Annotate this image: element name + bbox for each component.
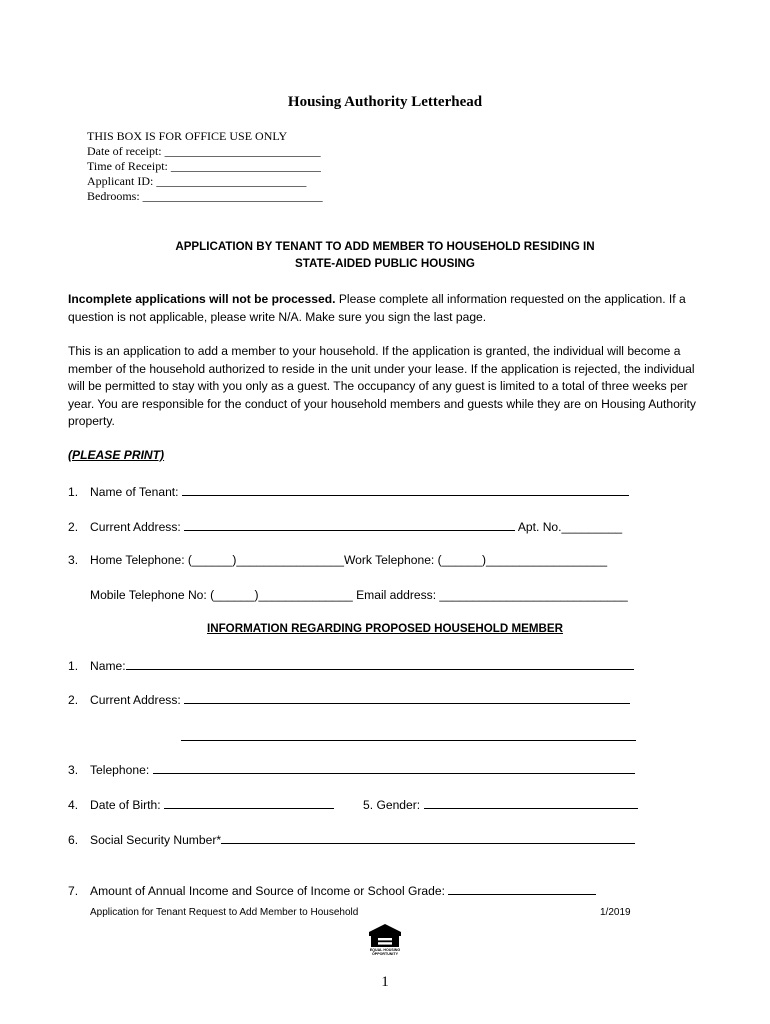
description-paragraph: This is an application to add a member to your household. If the application is granted, the individual will become a member of the household authorized to reside in the unit under your lease. If the application is rejected, the individual will be permitted to stay with you only as a guest. The occupancy of any guest is limited to a total of three weeks per year. You are responsible for the conduct of your household members and guests while they are on Housing Authority property. <box>68 344 696 428</box>
footer-date: 1/2019 <box>600 907 631 918</box>
equal-housing-opportunity-icon <box>366 923 404 957</box>
income-label: Amount of Annual Income and Source of Income or School Grade: <box>90 884 445 898</box>
section-household-member-heading: INFORMATION REGARDING PROPOSED HOUSEHOLD MEMBER <box>207 622 563 635</box>
home-telephone-field[interactable]: Home Telephone: (______)________________ <box>90 553 344 567</box>
ssn-label: Social Security Number* <box>90 833 222 847</box>
member-name-label: Name: <box>90 659 126 673</box>
member-address-label: Current Address: <box>90 693 181 707</box>
item-number: 6. <box>68 833 79 847</box>
member-name-row <box>68 657 634 673</box>
item-number: 1. <box>68 485 79 499</box>
item-number: 7. <box>68 884 79 898</box>
ssn-field[interactable] <box>221 831 635 844</box>
tenant-name-label: Name of Tenant: <box>90 485 179 499</box>
form-title-line-2: STATE-AIDED PUBLIC HOUSING <box>295 257 475 270</box>
item-number: 2. <box>68 520 79 534</box>
gender-label: 5. Gender: <box>363 798 421 812</box>
member-dob-row <box>68 796 334 812</box>
bedrooms-field[interactable]: Bedrooms: ______________________________ <box>87 189 323 203</box>
mobile-telephone-field[interactable]: Mobile Telephone No: (______)______________ <box>90 588 353 602</box>
tenant-phone-row <box>68 553 607 567</box>
dob-field[interactable] <box>164 796 334 809</box>
intro-paragraph <box>68 291 708 326</box>
email-field[interactable]: Email address: ____________________________ <box>356 588 628 602</box>
page-number: 1 <box>381 974 389 990</box>
time-of-receipt-field[interactable]: Time of Receipt: _________________________ <box>87 159 321 173</box>
footer-form-name: Application for Tenant Request to Add Member to Household <box>90 907 359 918</box>
item-number: 1. <box>68 659 79 673</box>
letterhead: Housing Authority Letterhead <box>287 94 483 110</box>
member-ssn-row <box>68 831 635 847</box>
item-number: 2. <box>68 693 79 707</box>
member-address-row <box>68 691 630 707</box>
item-number: 3. <box>68 763 79 777</box>
tenant-address-label: Current Address: <box>90 520 181 534</box>
member-income-row <box>68 882 596 898</box>
item-number: 4. <box>68 798 79 812</box>
income-field[interactable] <box>448 882 596 895</box>
item-number: 3. <box>68 553 79 567</box>
intro-bold: Incomplete applications will not be processed. <box>68 292 336 306</box>
applicant-id-field[interactable]: Applicant ID: _________________________ <box>87 174 307 188</box>
tenant-address-field[interactable] <box>184 518 515 531</box>
eho-caption: EQUAL HOUSING OPPORTUNITY <box>369 948 401 956</box>
date-of-receipt-field[interactable]: Date of receipt: __________________________ <box>87 144 321 158</box>
tenant-apt-field[interactable]: Apt. No._________ <box>517 520 623 534</box>
member-name-field[interactable] <box>126 657 634 670</box>
member-telephone-row <box>68 761 635 777</box>
dob-label: Date of Birth: <box>90 798 161 812</box>
form-title-line-1: APPLICATION BY TENANT TO ADD MEMBER TO HOUSEHOLD RESIDING IN <box>175 240 595 253</box>
tenant-mobile-row <box>90 588 628 602</box>
member-telephone-label: Telephone: <box>90 763 150 777</box>
member-gender-row <box>363 796 638 812</box>
intro-rest: Please complete all information requested on the application. If a question is not applicable, please write N/A. Make sure you sign the last page. <box>68 292 686 324</box>
tenant-name-field[interactable] <box>182 483 629 496</box>
work-telephone-field[interactable]: Work Telephone: (______)__________________ <box>343 553 608 567</box>
tenant-name-row <box>68 483 629 499</box>
gender-field[interactable] <box>424 796 638 809</box>
member-address-field-line-2[interactable] <box>181 740 636 741</box>
member-address-field[interactable] <box>184 691 630 704</box>
tenant-address-row <box>68 518 622 534</box>
office-use-heading: THIS BOX IS FOR OFFICE USE ONLY <box>87 129 288 143</box>
member-telephone-field[interactable] <box>153 761 635 774</box>
please-print-heading: (PLEASE PRINT) <box>68 448 165 462</box>
